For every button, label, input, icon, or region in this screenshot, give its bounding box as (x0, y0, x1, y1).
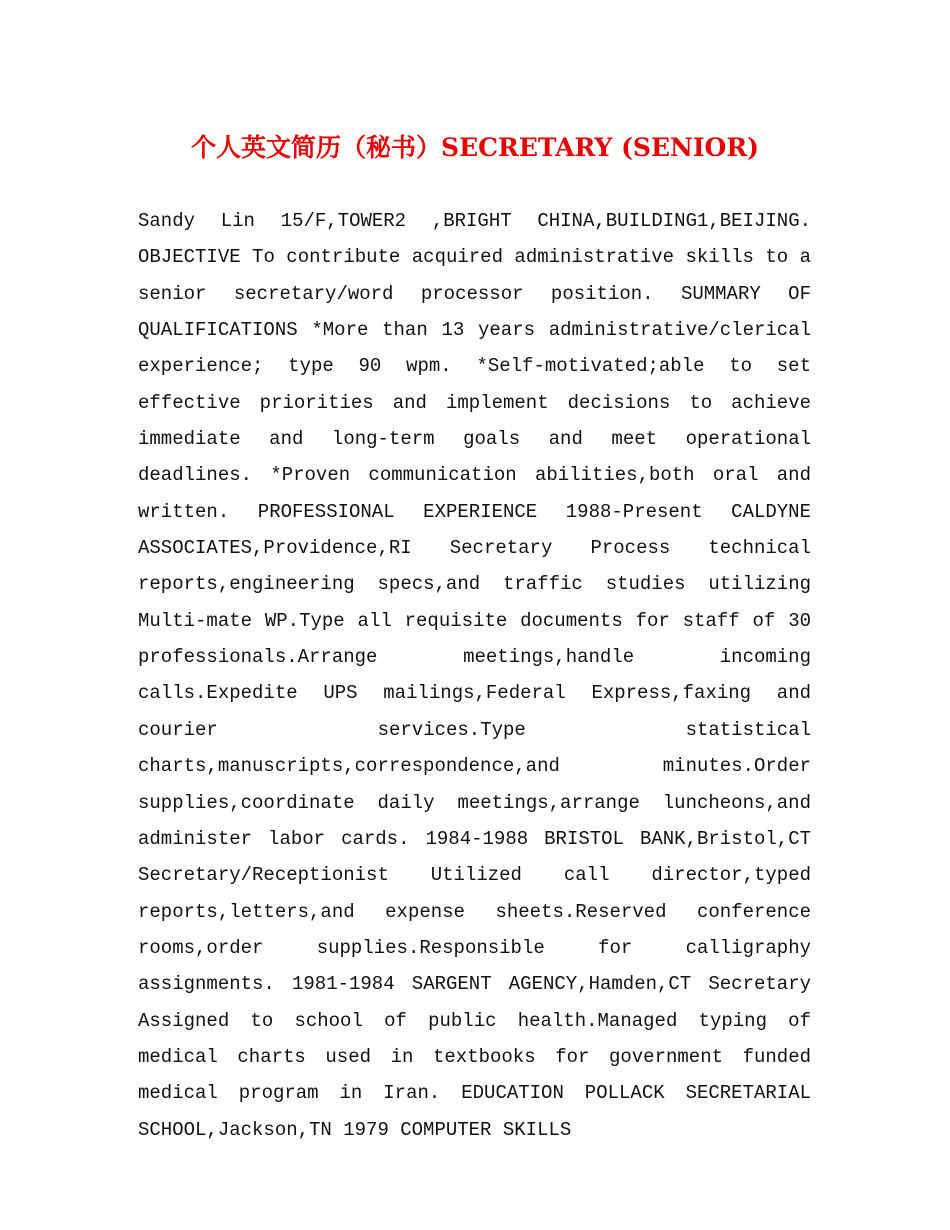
resume-body-text: Sandy Lin 15/F,TOWER2 ,BRIGHT CHINA,BUILDING1,BEIJING. OBJECTIVE To contribute acquired administrative skills to a senior secretary/word processor position. SUMMARY OF QUALIFICATIONS *More than 13 years administrative/clerical experience; type 90 wpm. *Self-motivated;able to set effective priorities and implement decisions to achieve immediate and long-term goals and meet operational deadlines. *Proven communication abilities,both oral and written. PROFESSIONAL EXPERIENCE 1988-Present CALDYNE ASSOCIATES,Providence,RI Secretary Process technical reports,engineering specs,and traffic studies utilizing Multi-mate WP.Type all requisite documents for staff of 30 professionals.Arrange meetings,handle incoming calls.Expedite UPS mailings,Federal Express,faxing and courier services.Type statistical charts,manuscripts,correspondence,and minutes.Order supplies,coordinate daily meetings,arrange luncheons,and administer labor cards. 1984-1988 BRISTOL BANK,Bristol,CT Secretary/Receptionist Utilized call director,typed reports,letters,and expense sheets.Reserved conference rooms,order supplies.Responsible for calligraphy assignments. 1981-1984 SARGENT AGENCY,Hamden,CT Secretary Assigned to school of public health.Managed typing of medical charts used in textbooks for government funded medical program in Iran. EDUCATION POLLACK SECRETARIAL SCHOOL,Jackson,TN 1979 COMPUTER SKILLS (138, 210, 811, 1141)
document-title: 个人英文简历（秘书）SECRETARY (SENIOR) (191, 133, 759, 162)
